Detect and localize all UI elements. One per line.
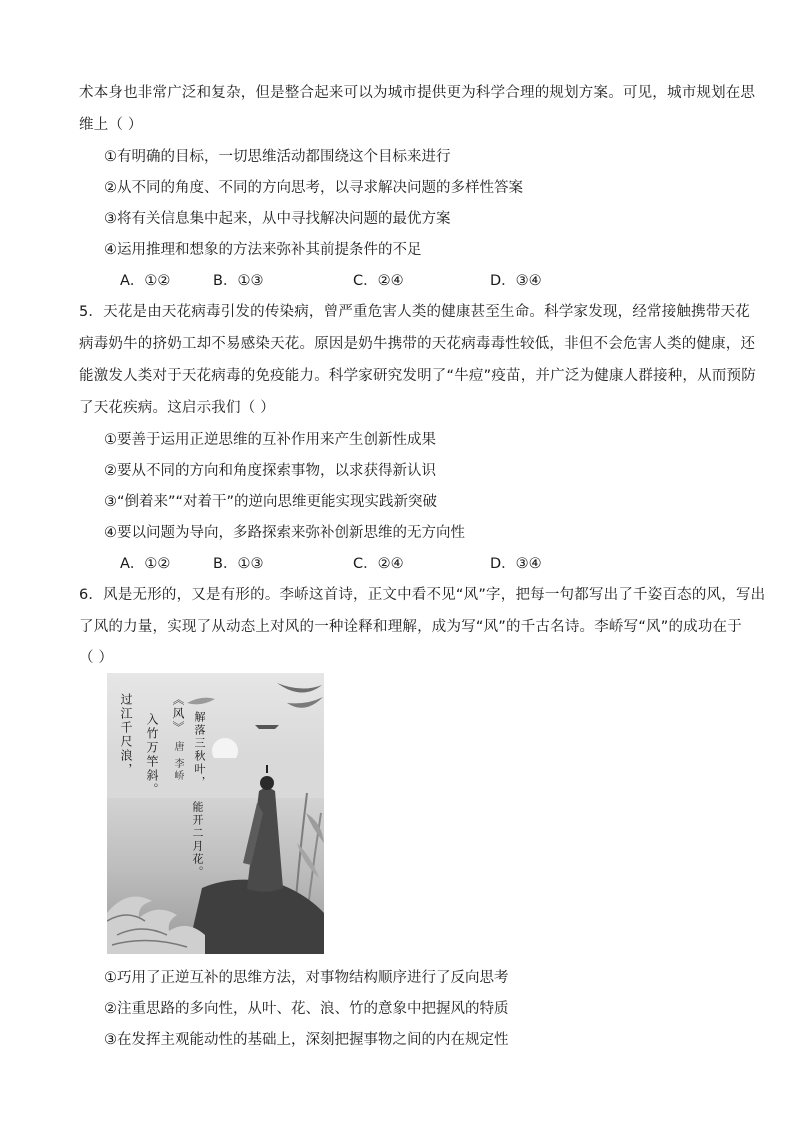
q4-stem-line-1: 术本身也非常广泛和复杂，但是整合起来可以为城市提供更为科学合理的规划方案。可见，城市规划在思 [79, 85, 756, 101]
q5-stem-line-2: 病毒奶牛的挤奶工却不易感染天花。原因是奶牛携带的天花病毒毒性较低，非但不会危害人类的健康，还 [79, 336, 756, 352]
q6-stem-line-1: 6．风是无形的，又是有形的。李峤这首诗，正文中看不见“风”字，把每一句都写出了千姿百态的风，写出 [79, 587, 766, 603]
q5-option-4: ④要以问题为导向，多路探索来弥补创新思维的无方向性 [104, 525, 465, 541]
q4-option-1: ①有明确的目标，一切思维活动都围绕这个目标来进行 [104, 149, 451, 165]
poem-line-3: 过江千尺浪， [119, 693, 133, 777]
ink-painting [107, 673, 324, 954]
q5-choice-d[interactable]: D．③④ [490, 556, 542, 572]
poem-line-4: 入竹万竿斜。 [145, 713, 159, 797]
q5-choice-a[interactable]: A．①② [120, 556, 171, 572]
poem-author: 唐 李峤 [172, 741, 183, 783]
q5-choice-c[interactable]: C．②④ [353, 556, 404, 572]
q5-option-3: ③“倒着来”“对着干”的逆向思维更能实现实践新突破 [104, 494, 438, 510]
boat-shape [255, 725, 279, 729]
q6-option-1: ①巧用了正逆互补的思维方法，对事物结构顺序进行了反向思考 [104, 970, 509, 986]
q6-stem-line-3: （ ） [79, 650, 114, 666]
figure-head [260, 776, 274, 790]
leaf-shape [277, 683, 322, 693]
poem-illustration [107, 673, 324, 954]
wave-shape [107, 897, 205, 954]
q4-choice-c[interactable]: C．②④ [353, 273, 404, 289]
q5-stem-line-1: 5．天花是由天花病毒引发的传染病，曾严重危害人类的健康甚至生命。科学家发现，经常接触携带天花 [79, 304, 750, 320]
q4-choice-a[interactable]: A．①② [120, 273, 171, 289]
q5-stem-line-3: 能激发人类对于天花病毒的免疫能力。科学家研究发明了“牛痘”疫苗，并广泛为健康人群接种，从而预防 [79, 368, 756, 384]
q4-option-3: ③将有关信息集中起来，从中寻找解决问题的最优方案 [104, 211, 451, 227]
poem-line-1: 解落三秋叶， [193, 711, 206, 789]
q4-option-2: ②从不同的角度、不同的方向思考，以寻求解决问题的多样性答案 [104, 180, 523, 196]
q4-stem-line-2: 维上（ ） [79, 117, 143, 133]
q6-option-2: ②注重思路的多向性，从叶、花、浪、竹的意象中把握风的特质 [104, 1001, 509, 1017]
q5-option-1: ①要善于运用正逆思维的互补作用来产生创新性成果 [104, 432, 436, 448]
q6-option-3: ③在发挥主观能动性的基础上，深刻把握事物之间的内在规定性 [104, 1032, 509, 1048]
q6-stem-line-2: 了风的力量，实现了从动态上对风的一种诠释和理解，成为写“风”的千古名诗。李峤写“风”的成功在于 [79, 619, 742, 635]
distant-water [107, 758, 324, 798]
poem-title: 《风》 [171, 693, 185, 735]
q4-choice-d[interactable]: D．③④ [490, 273, 542, 289]
q5-stem-line-4: 了天花疾病。这启示我们（ ） [79, 400, 275, 416]
q5-choice-b[interactable]: B．①③ [213, 556, 264, 572]
q4-option-4: ④运用推理和想象的方法来弥补其前提条件的不足 [104, 242, 422, 258]
leaf-shape [287, 697, 323, 708]
poem-line-2: 能开二月花。 [191, 801, 204, 879]
q4-choice-b[interactable]: B．①③ [213, 273, 264, 289]
q5-option-2: ②要从不同的方向和角度探索事物，以求获得新认识 [104, 463, 436, 479]
leaf-shape [187, 698, 215, 705]
